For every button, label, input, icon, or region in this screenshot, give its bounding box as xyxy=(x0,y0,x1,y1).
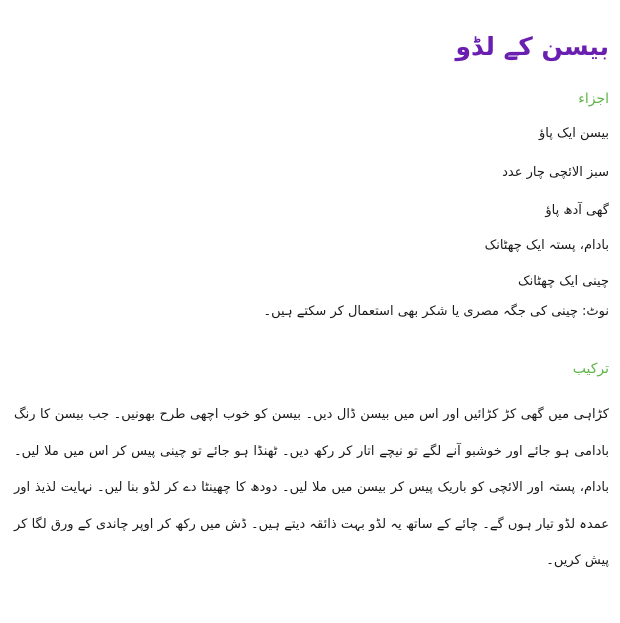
ingredient-item: بادام، پستہ ایک چھٹانک xyxy=(484,238,609,253)
recipe-title: بیسن کے لڈو xyxy=(455,32,609,61)
ingredients-heading: اجزاء xyxy=(578,91,609,107)
ingredient-item: چینی ایک چھٹانک xyxy=(517,274,609,289)
ingredient-item: بیسن ایک پاؤ xyxy=(538,126,609,141)
method-paragraph: کڑاہی میں گھی کڑ کڑائیں اور اس میں بیسن ڈال دیں۔ بیسن کو خوب اچھی طرح بھونیں۔ جب بیسن کا رنگ بادامی ہو جائے اور خوشبو آنے لگے تو نیچے اتار کر رکھ دیں۔ ٹھنڈا ہو جائے تو چینی پیس کر اس میں ملا لیں۔ بادام، پستہ اور الائچی کو باریک پیس کر بیسن میں ملا لیں۔ دودھ کا چھینٹا دے کر لڈو بنا لیں۔ نہایت لذیذ اور عمدہ لڈو تیار ہوں گے۔ چائے کے ساتھ یہ لڈو بہت ذائقہ دیتے ہیں۔ ڈش میں رکھ کر اوپر چاندی کے ورق لگا کر پیش کریں۔ xyxy=(14,407,609,568)
recipe-note: نوٹ: چینی کی جگہ مصری یا شکر بھی استعمال کر سکتے ہیں۔ xyxy=(263,304,609,319)
ingredient-item: سبز الائچی چار عدد xyxy=(502,165,609,180)
ingredient-item: گھی آدھ پاؤ xyxy=(545,203,609,218)
method-heading: ترکیب xyxy=(572,361,609,377)
